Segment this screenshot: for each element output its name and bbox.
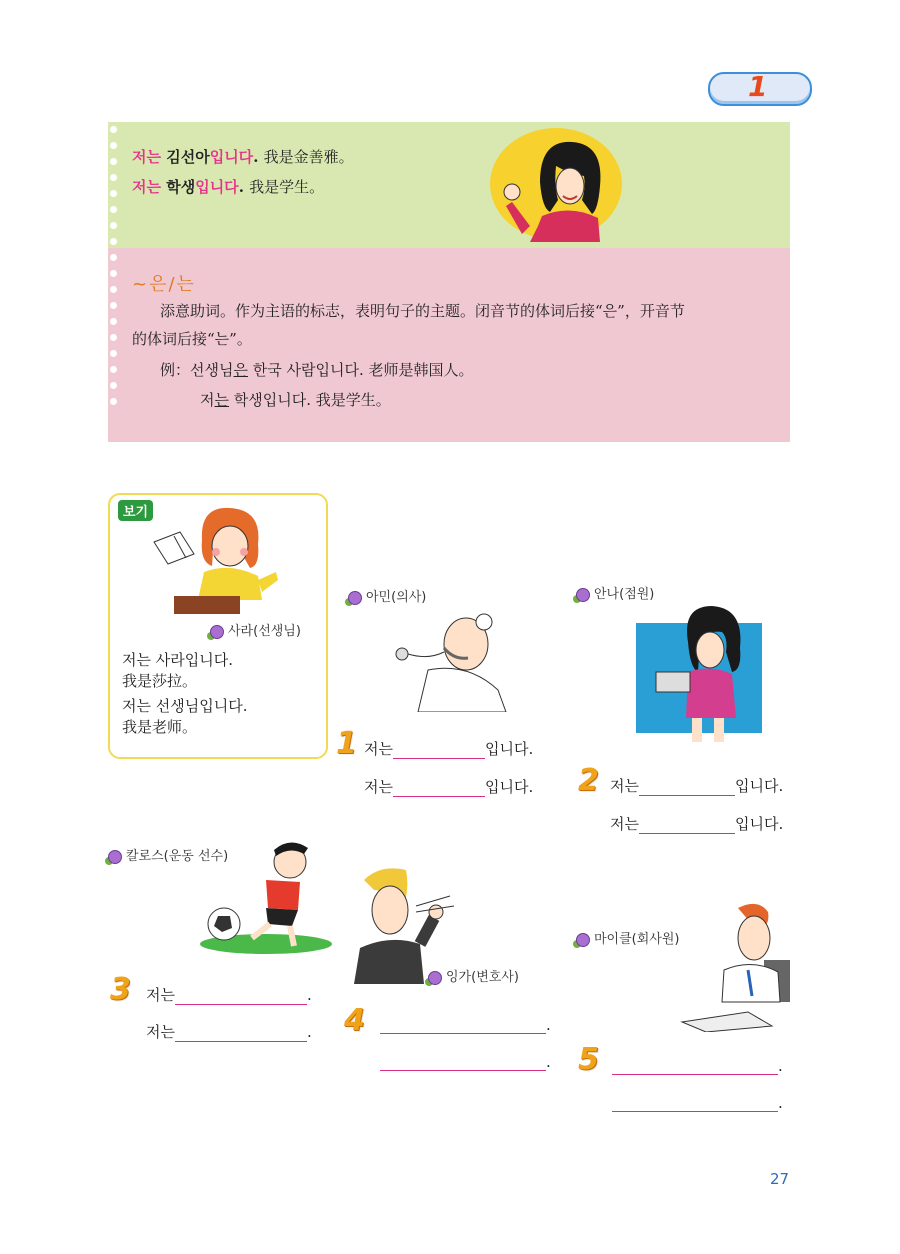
example-text: 저는 사라입니다. 我是莎拉。 저는 선생님입니다. 我是老师。 (122, 651, 248, 736)
grammar-desc-1: 添意助词。作为主语的标志，表明句子的主题。闭音节的体词后接“은”，开音节 (160, 302, 685, 320)
grammar-desc-2: 的体词后接“는”。 (132, 330, 252, 348)
q4-line-2: . (380, 1053, 551, 1071)
q1-blank-1[interactable] (393, 742, 485, 759)
q2-blank-2[interactable] (639, 817, 735, 834)
question-number-5: 5 (578, 1042, 599, 1077)
page-number: 27 (770, 1170, 790, 1188)
q1-blank-2[interactable] (393, 780, 485, 797)
intro-line-1: 저는 김선아입니다. 我是金善雅。 (132, 148, 354, 166)
q5-line-1: . (612, 1057, 783, 1075)
chapter-number: 1 (748, 70, 768, 103)
flower-icon (348, 591, 362, 605)
flower-icon (428, 971, 442, 985)
q5-line-2: . (612, 1094, 783, 1112)
name-label-q3: 칼로스(운동 선수) (108, 845, 228, 864)
intro-line-2: 저는 학생입니다. 我是学生。 (132, 178, 325, 196)
grammar-example-2: 저는 학생입니다. 我是学生。 (200, 391, 391, 409)
office-worker-illustration (680, 898, 792, 1032)
q3-blank-2[interactable] (175, 1025, 307, 1042)
question-number-4: 4 (344, 1003, 365, 1038)
q3-line-2: 저는 . (146, 1023, 312, 1041)
q3-line-1: 저는 . (146, 986, 312, 1004)
q2-line-1: 저는 입니다. (610, 777, 784, 795)
q5-blank-1[interactable] (612, 1058, 778, 1075)
name-label-q5: 마이클(회사원) (576, 928, 680, 947)
athlete-illustration (196, 836, 334, 956)
example-badge: 보기 (118, 500, 153, 521)
q2-blank-1[interactable] (639, 779, 735, 796)
q5-blank-2[interactable] (612, 1095, 778, 1112)
q3-blank-1[interactable] (175, 988, 307, 1005)
question-number-1: 1 (336, 726, 357, 761)
notebook-holes (110, 126, 120, 442)
teacher-illustration (150, 500, 290, 615)
name-label-sara: 사라(선생님) (210, 620, 301, 639)
flower-icon (108, 850, 122, 864)
question-number-3: 3 (110, 972, 131, 1007)
flower-icon (576, 933, 590, 947)
question-number-2: 2 (578, 763, 599, 798)
grammar-example-1: 例：선생님은 한국 사람입니다. 老师是韩国人。 (160, 361, 474, 379)
q4-line-1: . (380, 1016, 551, 1034)
q2-line-2: 저는 입니다. (610, 815, 784, 833)
q1-line-2: 저는 입니다. (364, 778, 534, 796)
clerk-illustration (652, 600, 756, 746)
grammar-title: ~은/는 (132, 274, 196, 295)
girl-illustration (500, 130, 620, 242)
q4-blank-1[interactable] (380, 1017, 546, 1034)
name-label-q4: 잉가(변호사) (428, 966, 519, 985)
name-label-q2: 안나(점원) (576, 583, 654, 602)
q1-line-1: 저는 입니다. (364, 740, 534, 758)
flower-icon (210, 625, 224, 639)
q4-blank-2[interactable] (380, 1054, 546, 1071)
name-label-q1: 아민(의사) (348, 586, 426, 605)
doctor-illustration (388, 600, 508, 712)
flower-icon (576, 588, 590, 602)
